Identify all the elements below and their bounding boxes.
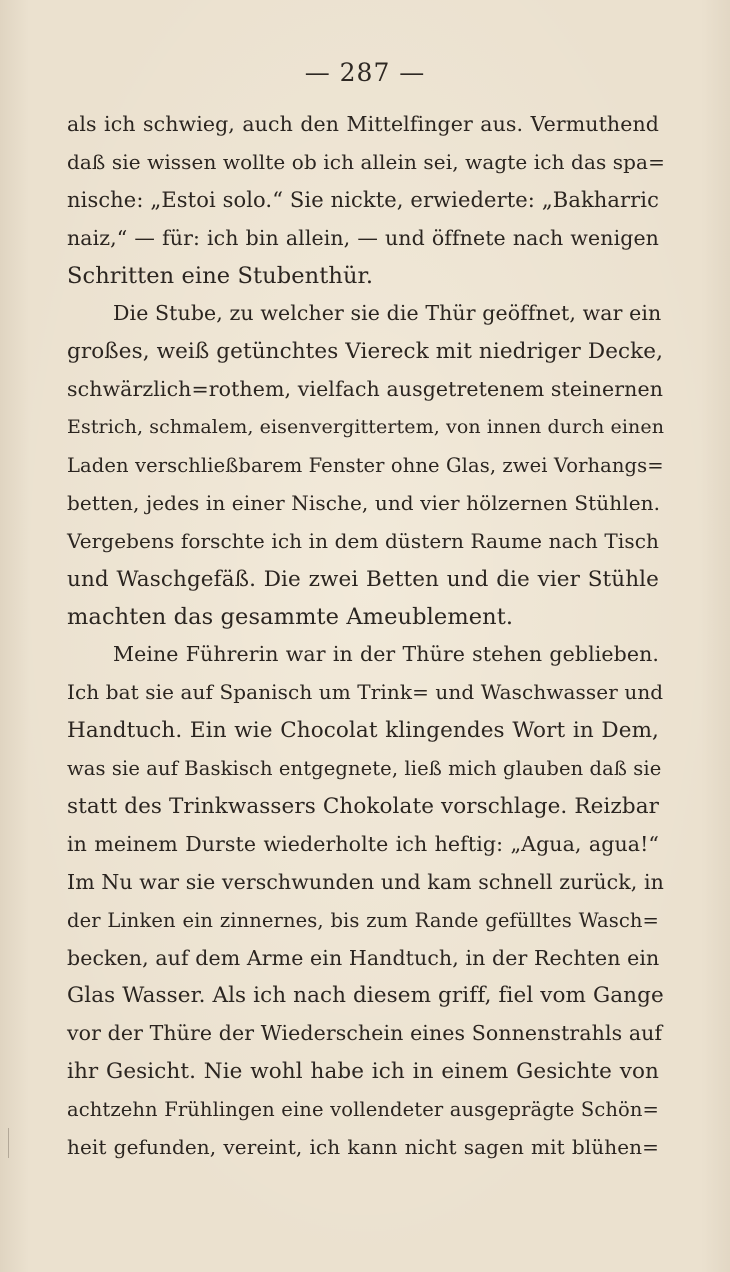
paragraph-start-line: Die Stube, zu welcher sie die Thür geöffnet, war ein [113, 301, 662, 326]
text-line: Estrich, schmalem, eisenvergittertem, von innen durch einen [67, 416, 665, 439]
text-line: und Waschgefäß. Die zwei Betten und die vier Stühle [67, 566, 659, 592]
text-line: was sie auf Baskisch entgegnete, ließ mich glauben daß sie [67, 757, 662, 781]
text-line: Vergebens forschte ich in dem düstern Raume nach Tisch [67, 528, 659, 553]
text-line: heit gefunden, vereint, ich kann nicht sagen mit blühen= [67, 1135, 659, 1160]
text-line: Im Nu war sie verschwunden und kam schnell zurück, in [67, 869, 664, 894]
text-line: Ich bat sie auf Spanisch um Trink= und Waschwasser und [67, 680, 664, 705]
text-line: becken, auf dem Arme ein Handtuch, in der Rechten ein [67, 945, 660, 970]
text-line: Handtuch. Ein wie Chocolat klingendes Wort in Dem, [67, 718, 659, 744]
text-line: schwärzlich=rothem, vielfach ausgetretenem steinernen [67, 377, 664, 402]
page-number: — 287 — [304, 58, 426, 87]
text-line: Glas Wasser. Als ich nach diesem griff, fiel vom Gange [67, 983, 664, 1009]
text-line: Laden verschließbarem Fenster ohne Glas, zwei Vorhangs= [67, 454, 664, 478]
text-line: als ich schwieg, auch den Mittelfinger aus. Vermuthend [67, 112, 659, 136]
body-text [67, 106, 665, 1167]
text-line: betten, jedes in einer Nische, und vier hölzernen Stühlen. [67, 490, 661, 515]
text-line: daß sie wissen wollte ob ich allein sei, wagte ich das spa= [67, 149, 665, 174]
text-line: ihr Gesicht. Nie wohl habe ich in einem Gesichte von [67, 1059, 659, 1085]
text-line: in meinem Durste wiederholte ich heftig: „Agua, agua!“ [67, 831, 659, 856]
margin-mark [8, 1128, 25, 1158]
text-line: achtzehn Frühlingen eine vollendeter ausgeprägte Schön= [67, 1098, 659, 1122]
text-line: naiz,“ — für: ich bin allein, — und öffnete nach wenigen [67, 225, 659, 250]
text-line: statt des Trinkwassers Chokolate vorschlage. Reizbar [67, 794, 659, 820]
paragraph-start-line: Meine Führerin war in der Thüre stehen geblieben. [113, 642, 659, 667]
text-line: großes, weiß getünchtes Viereck mit niedriger Decke, [67, 339, 664, 365]
text-line: Schritten eine Stubenthür. [67, 262, 374, 289]
text-line: vor der Thüre der Wiederschein eines Sonnenstrahls auf [67, 1021, 663, 1046]
text-line: machten das gesammte Ameublement. [67, 603, 514, 630]
text-line: der Linken ein zinnernes, bis zum Rande gefülltes Wasch= [67, 908, 659, 932]
text-line: nische: „Estoi solo.“ Sie nickte, erwiederte: „Bakharric [67, 187, 659, 212]
